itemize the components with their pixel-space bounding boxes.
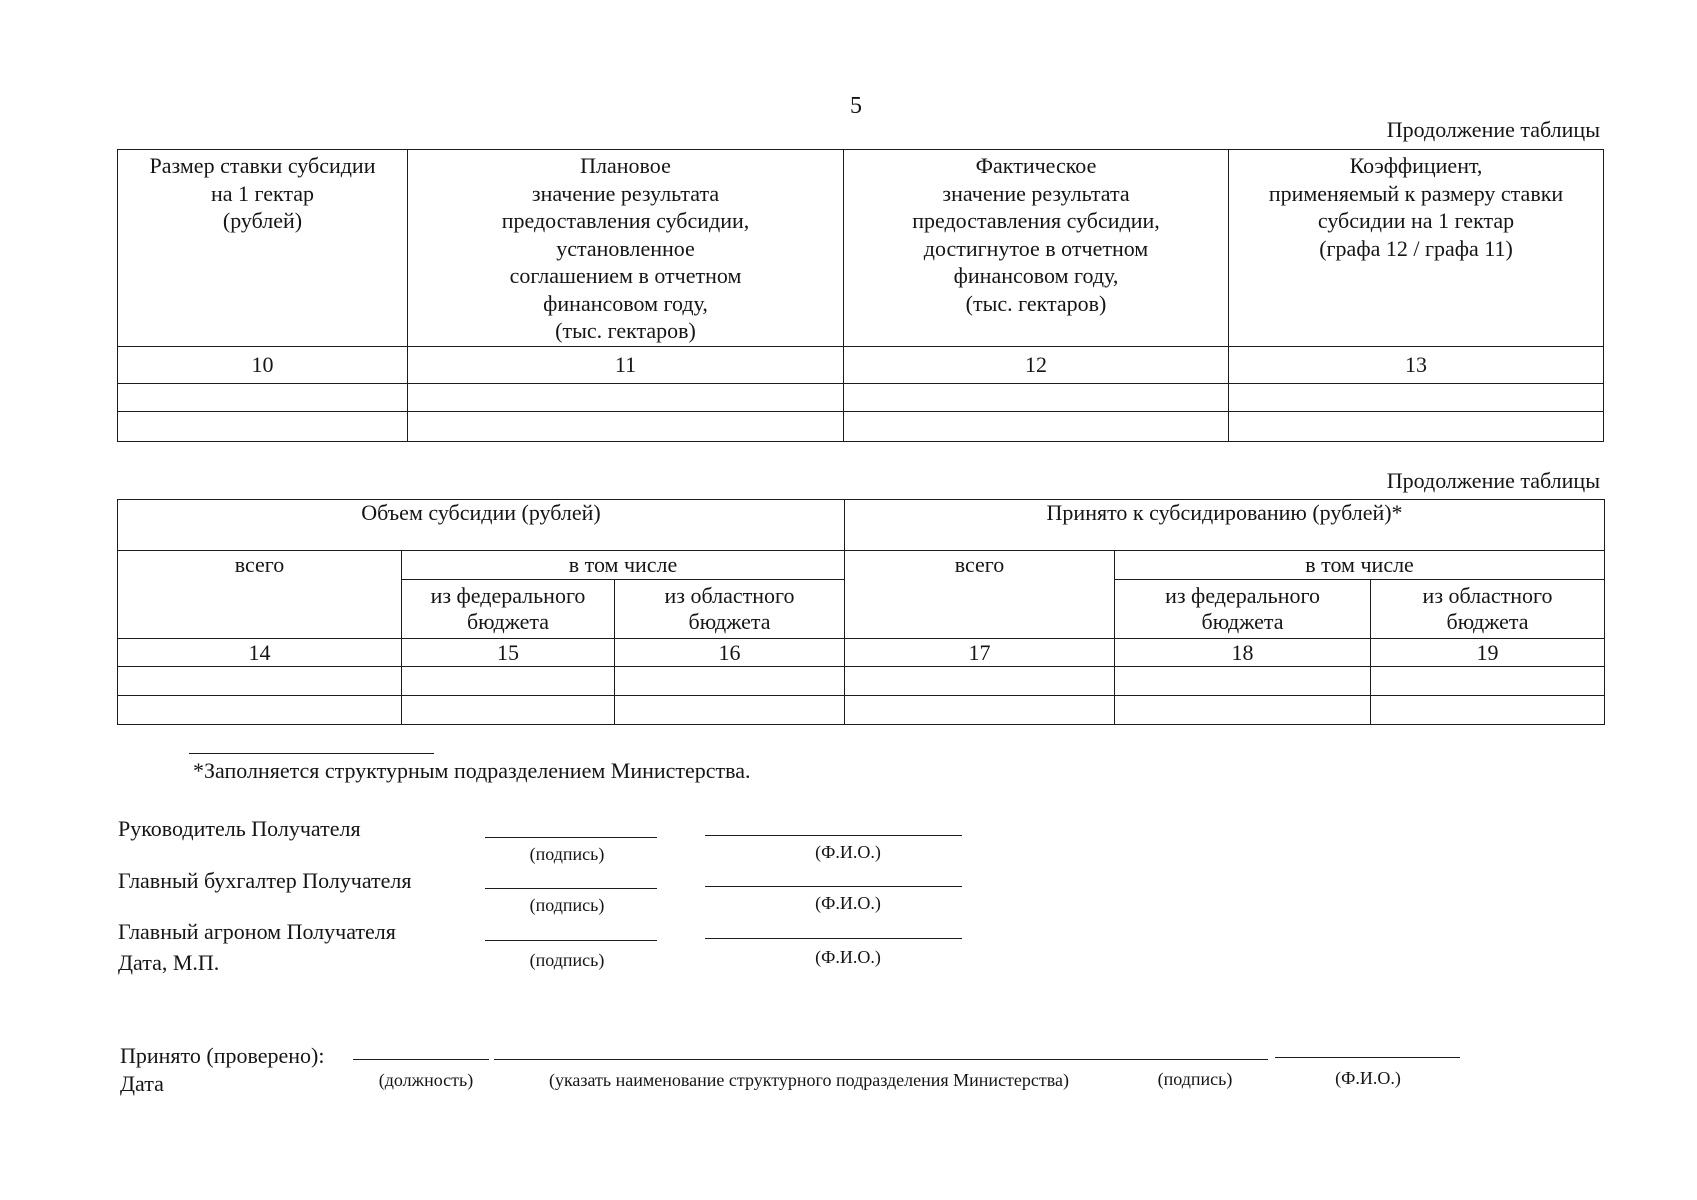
empty-cell bbox=[118, 667, 402, 696]
column-number-14: 14 bbox=[118, 639, 402, 667]
footnote: *Заполняется структурным подразделением Министерства. bbox=[193, 758, 751, 783]
signature-caption: (подпись) bbox=[529, 895, 605, 915]
column-number-15: 15 bbox=[402, 639, 615, 667]
header-accepted-for-subsidy: Принято к субсидированию (рублей)* bbox=[845, 500, 1605, 551]
empty-cell bbox=[1229, 412, 1604, 442]
signatory-role: Руководитель Получателя bbox=[118, 816, 361, 841]
empty-cell bbox=[402, 667, 615, 696]
name-caption: (Ф.И.О.) bbox=[815, 947, 881, 967]
column-number-11: 11 bbox=[408, 347, 844, 384]
name-caption: (Ф.И.О.) bbox=[1335, 1068, 1401, 1088]
empty-cell bbox=[408, 412, 844, 442]
accepted-label: Принято (проверено): bbox=[120, 1043, 325, 1068]
header-regional-budget: из областного бюджета bbox=[615, 580, 845, 639]
header-rate-per-hectare: Размер ставки субсидии на 1 гектар (рублей) bbox=[118, 150, 408, 347]
column-number-12: 12 bbox=[844, 347, 1229, 384]
empty-cell bbox=[845, 696, 1115, 725]
header-regional-budget: из областного бюджета bbox=[1371, 580, 1605, 639]
table-row bbox=[118, 667, 1605, 696]
position-line bbox=[353, 1059, 489, 1060]
signatory-role: Главный бухгалтер Получателя bbox=[118, 868, 412, 893]
header-including: в том числе bbox=[402, 551, 845, 580]
header-subsidy-volume: Объем субсидии (рублей) bbox=[118, 500, 845, 551]
column-numbers-row bbox=[118, 347, 1604, 384]
continuation-label: Продолжение таблицы bbox=[1386, 468, 1600, 493]
column-number-17: 17 bbox=[845, 639, 1115, 667]
empty-cell bbox=[1115, 667, 1371, 696]
empty-cell bbox=[118, 696, 402, 725]
department-caption: (указать наименование структурного подразделения Министерства) bbox=[548, 1070, 1070, 1090]
signature-line bbox=[485, 837, 657, 838]
empty-cell bbox=[615, 667, 845, 696]
signature-caption: (подпись) bbox=[1157, 1069, 1233, 1089]
column-number-13: 13 bbox=[1229, 347, 1604, 384]
name-line bbox=[1275, 1057, 1460, 1058]
subsidy-volume-table bbox=[117, 499, 1605, 725]
table-row bbox=[118, 412, 1604, 442]
date-label: Дата bbox=[120, 1071, 164, 1096]
continuation-label: Продолжение таблицы bbox=[1386, 117, 1600, 142]
column-number-19: 19 bbox=[1371, 639, 1605, 667]
signature-line bbox=[485, 888, 657, 889]
table-row bbox=[118, 696, 1605, 725]
header-federal-budget: из федерального бюджета bbox=[1115, 580, 1371, 639]
name-line bbox=[705, 886, 962, 887]
header-including: в том числе bbox=[1115, 551, 1605, 580]
table-header-row bbox=[118, 551, 1605, 580]
footnote-rule bbox=[189, 753, 434, 754]
empty-cell bbox=[408, 384, 844, 412]
header-actual-result: Фактическое значение результата предоставления субсидии, достигнутое в отчетном финансовом году, (тыс. гектаров) bbox=[844, 150, 1229, 347]
header-planned-result: Плановое значение результата предоставления субсидии, установленное соглашением в отчетном финансовом году, (тыс. гектаров) bbox=[408, 150, 844, 347]
empty-cell bbox=[1229, 384, 1604, 412]
table-row bbox=[118, 384, 1604, 412]
department-signature-line bbox=[494, 1059, 1268, 1060]
name-line bbox=[705, 835, 962, 836]
empty-cell bbox=[118, 384, 408, 412]
empty-cell bbox=[402, 696, 615, 725]
empty-cell bbox=[1371, 667, 1605, 696]
empty-cell bbox=[844, 384, 1229, 412]
empty-cell bbox=[845, 667, 1115, 696]
signature-caption: (подпись) bbox=[529, 950, 605, 970]
column-number-16: 16 bbox=[615, 639, 845, 667]
header-coefficient: Коэффициент, применяемый к размеру ставки субсидии на 1 гектар (графа 12 / графа 11) bbox=[1229, 150, 1604, 347]
empty-cell bbox=[844, 412, 1229, 442]
name-line bbox=[705, 938, 962, 939]
empty-cell bbox=[118, 412, 408, 442]
empty-cell bbox=[1371, 696, 1605, 725]
signatory-role: Главный агроном Получателя bbox=[118, 919, 396, 944]
signature-caption: (подпись) bbox=[529, 844, 605, 864]
header-total: всего bbox=[118, 551, 402, 639]
subsidy-rate-table bbox=[117, 149, 1604, 442]
table-header-row bbox=[118, 500, 1605, 551]
date-stamp-label: Дата, М.П. bbox=[118, 950, 220, 975]
column-number-10: 10 bbox=[118, 347, 408, 384]
empty-cell bbox=[615, 696, 845, 725]
position-caption: (должность) bbox=[378, 1070, 474, 1090]
table-header-row bbox=[118, 150, 1604, 347]
name-caption: (Ф.И.О.) bbox=[815, 842, 881, 862]
header-total: всего bbox=[845, 551, 1115, 639]
page-number: 5 bbox=[850, 93, 862, 119]
column-number-18: 18 bbox=[1115, 639, 1371, 667]
signature-line bbox=[485, 940, 657, 941]
header-federal-budget: из федерального бюджета bbox=[402, 580, 615, 639]
column-numbers-row bbox=[118, 639, 1605, 667]
empty-cell bbox=[1115, 696, 1371, 725]
name-caption: (Ф.И.О.) bbox=[815, 893, 881, 913]
